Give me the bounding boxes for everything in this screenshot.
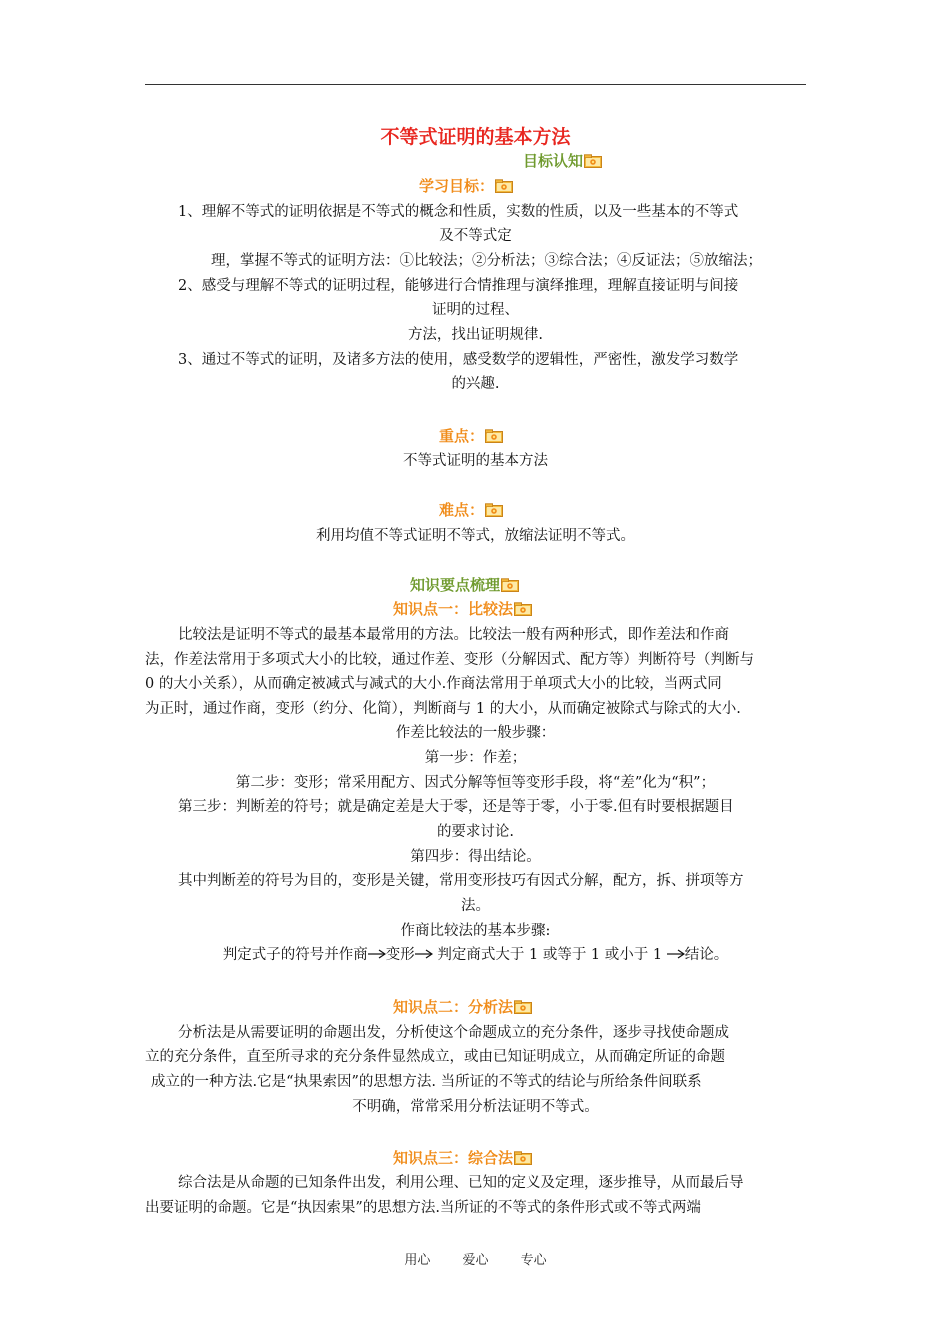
folder-flower-icon — [501, 578, 519, 592]
arrow-right-icon — [667, 949, 685, 959]
goal-2-line-2: 证明的过程、 — [432, 302, 519, 318]
footer-word-1: 用心 — [404, 1253, 431, 1268]
k2-paragraph-line-1: 分析法是从需要证明的命题出发，分析使这个命题成立的充分条件，逐步寻找使命题成 — [178, 1025, 729, 1041]
difficulty-text: 利用均值不等式证明不等式，放缩法证明不等式。 — [316, 528, 635, 544]
folder-flower-icon — [514, 1000, 532, 1014]
goal-2-line-3: 方法，找出证明规律. — [407, 327, 544, 343]
k1-paragraph-line-3: 0 的大小关系），从而确定被减式与减式的大小.作商法常用于单项式大小的比较，当两式同 — [145, 676, 722, 692]
key-heading — [439, 425, 503, 446]
difficulty-heading — [439, 499, 503, 520]
goals-heading — [419, 175, 513, 196]
key-heading-label: 重点： — [439, 427, 485, 445]
quotient-step-d: 结论。 — [684, 947, 729, 963]
goal-1-line-1: 1、理解不等式的证明依据是不等式的概念和性质，实数的性质，以及一些基本的不等式 — [178, 204, 739, 220]
k1-quotient-title: 作商比较法的基本步骤: — [400, 923, 551, 939]
goal-3-line-2: 的兴趣. — [451, 376, 500, 392]
k1-paragraph-line-4: 为正时，通过作商，变形（约分、化简），判断商与 1 的大小，从而确定被除式与除式的大小. — [145, 701, 741, 717]
k1-heading — [393, 598, 532, 619]
k3-heading-label: 知识点三：综合法 — [393, 1149, 514, 1167]
arrow-right-icon — [415, 949, 433, 959]
difficulty-heading-label: 难点： — [439, 501, 485, 519]
goal-2-line-1: 2、感受与理解不等式的证明过程，能够进行合情推理与演绎推理，理解直接证明与间接 — [178, 278, 739, 294]
knowledge-heading-label: 知识要点梳理 — [410, 576, 501, 594]
k1-step-3-line-1: 第三步：判断差的符号；就是确定差是大于零，还是等于零，小于零.但有时要根据题目 — [178, 799, 734, 815]
footer-word-3: 专心 — [520, 1253, 547, 1268]
k1-step-3-line-2: 的要求讨论. — [436, 824, 515, 840]
header-rule — [145, 84, 806, 85]
k2-heading-label: 知识点二：分析法 — [393, 998, 514, 1016]
k1-step-1: 第一步：作差； — [424, 750, 527, 766]
k1-steps-title: 作差比较法的一般步骤： — [395, 725, 556, 741]
k3-paragraph-line-1: 综合法是从命题的已知条件出发，利用公理、已知的定义及定理，逐步推导，从而最后导 — [178, 1175, 744, 1191]
page-title: 不等式证明的基本方法 — [380, 126, 571, 148]
k2-paragraph-line-2: 立的充分条件，直至所寻求的充分条件显然成立，或由已知证明成立，从而确定所证的命题 — [145, 1049, 725, 1065]
target-heading — [523, 150, 602, 171]
footer-word-2: 爱心 — [462, 1253, 489, 1268]
k2-heading — [393, 996, 532, 1017]
k3-paragraph-line-2: 出要证明的命题。它是“执因索果”的思想方法.当所证的不等式的条件形式或不等式两端 — [145, 1200, 701, 1216]
k1-paragraph-line-1: 比较法是证明不等式的最基本最常用的方法。比较法一般有两种形式，即作差法和作商 — [178, 627, 729, 643]
quotient-step-c: 判定商式大于 1 或等于 1 或小于 1 — [437, 947, 663, 963]
page-footer — [145, 1249, 806, 1268]
k1-note-line-1: 其中判断差的符号为目的，变形是关键，常用变形技巧有因式分解，配方，拆、拼项等方 — [178, 873, 744, 889]
k2-paragraph-line-4: 不明确，常常采用分析法证明不等式。 — [352, 1099, 599, 1115]
k1-paragraph-line-2: 法，作差法常用于多项式大小的比较，通过作差、变形（分解因式、配方等）判断符号（判断与 — [145, 652, 754, 668]
folder-flower-icon — [514, 1151, 532, 1165]
key-text: 不等式证明的基本方法 — [403, 453, 548, 469]
folder-flower-icon — [485, 429, 503, 443]
k1-note-line-2: 法。 — [461, 898, 490, 914]
folder-flower-icon — [584, 154, 602, 168]
goal-1-line-2: 及不等式定 — [439, 228, 512, 244]
k1-step-4: 第四步：得出结论。 — [410, 849, 541, 865]
goals-heading-label: 学习目标： — [419, 177, 495, 195]
quotient-step-a: 判定式子的符号并作商 — [222, 947, 368, 963]
target-heading-label: 目标认知 — [523, 152, 584, 170]
k1-quotient-steps — [145, 943, 806, 967]
folder-flower-icon — [495, 179, 513, 193]
goal-3-line-1: 3、通过不等式的证明，及诸多方法的使用，感受数学的逻辑性，严密性，激发学习数学 — [178, 352, 739, 368]
k3-heading — [393, 1147, 532, 1168]
folder-flower-icon — [514, 602, 532, 616]
k1-step-2: 第二步：变形；常采用配方、因式分解等恒等变形手段，将“差”化为“积”； — [235, 775, 716, 791]
quotient-step-b: 变形 — [385, 947, 415, 963]
arrow-right-icon — [368, 949, 386, 959]
folder-flower-icon — [485, 503, 503, 517]
k1-heading-label: 知识点一：比较法 — [393, 600, 514, 618]
k2-paragraph-line-3: 成立的一种方法.它是“执果索因”的思想方法. 当所证的不等式的结论与所给条件间联系 — [151, 1074, 702, 1090]
knowledge-heading — [410, 574, 519, 595]
goal-1-line-3: 理，掌握不等式的证明方法：①比较法；②分析法；③综合法；④反证法；⑤放缩法； — [211, 253, 762, 269]
